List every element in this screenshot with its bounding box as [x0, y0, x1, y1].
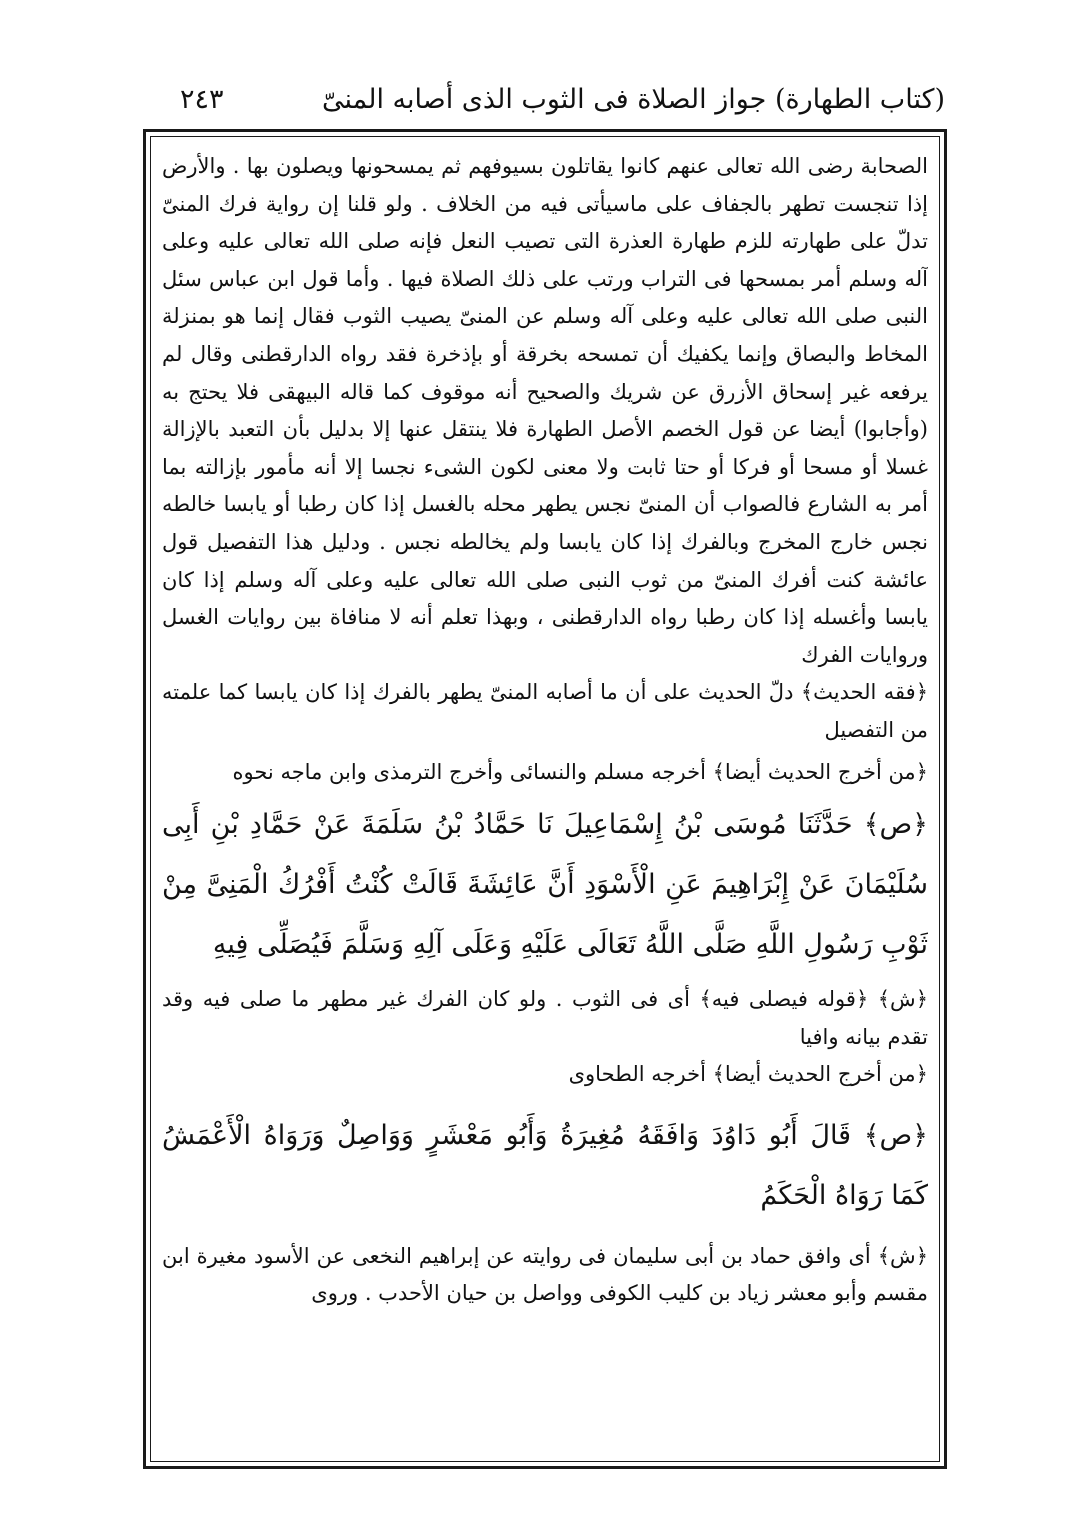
sharh-text: أى فى الثوب . ولو كان الفرك غير مطهر ما صلى فيه وقد تقدم بيانه وافيا — [162, 987, 928, 1049]
hadith-marker-2: ﴿ص﴾ — [863, 1119, 928, 1151]
page-header — [150, 78, 945, 122]
takhrij-text-2: أخرجه الطحاوى — [568, 1062, 706, 1087]
hadith-text-block-2 — [162, 1106, 928, 1226]
page-body — [162, 148, 928, 1454]
hadith-text-2: قَالَ أَبُو دَاوُدَ وَافَقَهُ مُغِيرَةُ وَأَبُو مَعْشَرٍ وَوَاصِلٌ وَرَوَاهُ الْأَعْمَشُ كَمَا رَوَاهُ الْحَكَمُ — [162, 1119, 928, 1211]
commentary-paragraph: الصحابة رضى الله تعالى عنهم كانوا يقاتلون بسيوفهم ثم يمسحونها ويصلون بها . والأرض إذا تنجست تطهر بالجفاف على ماسيأتى فيه من الخلاف . ولو قلنا إن رواية فرك المنىّ تدلّ على طهارته للزم طهارة العذرة التى تصيب النعل فإنه صلى الله تعالى عليه وعلى آله وسلم أمر بمسحها فى التراب ورتب على ذلك الصلاة فيها . وأما قول ابن عباس سئل النبى صلى الله تعالى عليه وعلى آله وسلم عن المنىّ يصيب الثوب فقال إنما هو بمنزلة المخاط والبصاق وإنما يكفيك أن تمسحه بخرقة أو بإذخرة فقد رواه الدارقطنى وقال لم يرفعه غير إسحاق الأزرق عن شريك والصحيح أنه موقوف كما قاله البيهقى فلا يحتج به (وأجابوا) أيضا عن قول الخصم الأصل الطهارة فلا ينتقل عنها إلا بدليل بأن التعبد بالإزالة غسلا أو مسحا أو فركا أو حتا ثابت ولا معنى لكون الشىء نجسا إلا أنه مأمور بإزالته بما أمر به الشارع فالصواب أن المنىّ نجس يطهر محله بالغسل إذا كان رطبا أو يابسا خالطه نجس خارج المخرج وبالفرك إذا كان يابسا ولم يخالطه نجس . ودليل هذا التفصيل قول عائشة كنت أفرك المنىّ من ثوب النبى صلى الله تعالى عليه وعلى آله وسلم إذا كان يابسا وأغسله إذا كان رطبا رواه الدارقطنى ، وبهذا تعلم أنه لا منافاة بين روايات الغسل وروايات الفرك — [162, 154, 928, 667]
takhrij-text: أخرجه مسلم والنسائى وأخرج الترمذى وابن ماجه نحوه — [232, 759, 706, 784]
sharh-marker-2: ﴿ش﴾ — [877, 1243, 928, 1268]
hadith-marker: ﴿ص﴾ — [863, 809, 928, 841]
sharh-section — [162, 981, 928, 1056]
takhrij-section — [162, 754, 928, 792]
sharh-section-2 — [162, 1238, 928, 1313]
running-title: (كتاب الطهارة) جواز الصلاة فى الثوب الذى أصابه المنىّ — [321, 84, 945, 115]
hadith-text: حَدَّثَنَا مُوسَى بْنُ إِسْمَاعِيلَ نَا حَمَّادُ بْنُ سَلَمَةَ عَنْ حَمَّادِ بْنِ أَبِى سُلَيْمَانَ عَنْ إِبْرَاهِيمَ عَنِ الْأَسْوَدِ أَنَّ عَائِشَةَ قَالَتْ كُنْتُ أَفْرُكُ الْمَنِىَّ مِنْ ثَوْبِ رَسُولِ اللَّهِ صَلَّى اللَّهُ تَعَالَى عَلَيْهِ وَعَلَى آلِهِ وَسَلَّمَ فَيُصَلِّى فِيهِ — [162, 809, 928, 961]
fiqh-section — [162, 674, 928, 749]
page-number: ٢٤٣ — [180, 84, 224, 115]
sharh-text-2: أى وافق حماد بن أبى سليمان فى روايته عن إبراهيم النخعى عن الأسود مغيرة ابن مقسم وأبو معشر زياد بن كليب الكوفى وواصل بن حيان الأحدب . وروى — [162, 1243, 928, 1306]
fiqh-text: دلّ الحديث على أن ما أصابه المنىّ يطهر بالفرك إذا كان يابسا كما علمته من التفصيل — [162, 680, 928, 742]
takhrij-heading: ﴿من أخرج الحديث أيضا﴾ — [712, 759, 928, 784]
sharh-quote: ﴿قوله فيصلى فيه﴾ — [699, 987, 869, 1012]
takhrij-section-2 — [162, 1056, 928, 1094]
takhrij-heading-2: ﴿من أخرج الحديث أيضا﴾ — [712, 1062, 928, 1087]
sharh-marker: ﴿ش﴾ — [877, 987, 928, 1012]
fiqh-heading: ﴿فقه الحديث﴾ — [800, 680, 928, 705]
hadith-text-block — [162, 795, 928, 975]
